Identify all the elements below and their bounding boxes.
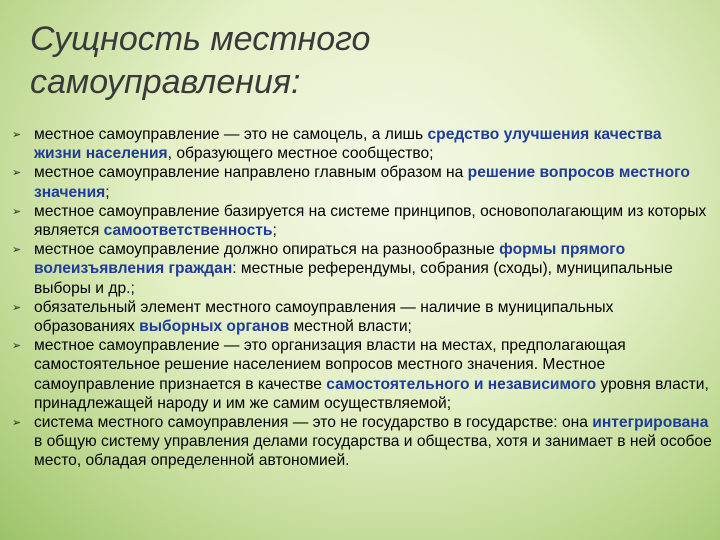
bullet-item [12,336,712,413]
bullet-text: местное самоуправление — это организация власти на местах, предполагающая самостоятельное решение населением вопросов местного значения. Местное самоуправление признается в качестве [34,337,626,393]
bullet-text: местное самоуправление направлено главным образом на [34,164,468,182]
bullet-text: местное самоуправление — это не самоцель, а лишь [34,126,428,143]
arrow-bullet-icon: ➢ [12,128,22,141]
bullet-item [12,202,712,240]
bullet-item [12,125,712,163]
bullet-text: система местного самоуправления — это не государство в государстве: она [34,414,593,432]
highlighted-term: средство улучшения качества жизни населения [34,126,662,163]
bullet-text: местное самоуправление должно опираться на разнообразные [34,241,500,259]
bullet-text: ; [105,183,110,201]
bullet-text: местной власти; [289,318,412,336]
arrow-bullet-icon: ➢ [12,166,22,180]
bullet-text: : местные референдумы, собрания (сходы), муниципальные выборы и др.; [34,260,673,297]
bullet-list [12,125,712,471]
slide-title [30,18,630,104]
highlighted-term: выборных органов [139,318,290,336]
highlighted-term: самостоятельного и независимого [326,375,597,393]
arrow-bullet-icon: ➢ [12,243,22,257]
highlighted-term: самоответственность [103,222,273,240]
bullet-text: обязательный элемент местного самоуправления — наличие в муниципальных образованиях [34,298,614,336]
arrow-bullet-icon: ➢ [12,416,22,430]
bullet-text: ; [272,222,277,240]
slide-title-line-1: Сущность местного [30,20,371,58]
bullet-item [12,163,712,201]
highlighted-term: формы прямого волеизъявления граждан [34,241,626,278]
arrow-bullet-icon: ➢ [12,300,22,314]
bullet-item [12,413,712,471]
bullet-item [12,298,712,336]
arrow-bullet-icon: ➢ [12,339,22,353]
bullet-item [12,240,712,298]
arrow-bullet-icon: ➢ [12,204,22,218]
bullet-text: уровня власти, принадлежащей народу и им же самим осуществляемой; [34,375,709,412]
slide-title-line-2: самоуправления: [30,63,301,101]
highlighted-term: интегрирована [592,414,709,432]
highlighted-term: решение вопросов местного значения [34,164,690,201]
bullet-text: в общую систему управления делами государства и общества, хотя и занимает в ней особое место, обладая определенной автономией. [34,433,712,470]
bullet-text: , образующего местное сообщество; [167,145,434,163]
bullet-text: местное самоуправление базируется на системе принципов, основополагающим из которых является [34,202,707,240]
